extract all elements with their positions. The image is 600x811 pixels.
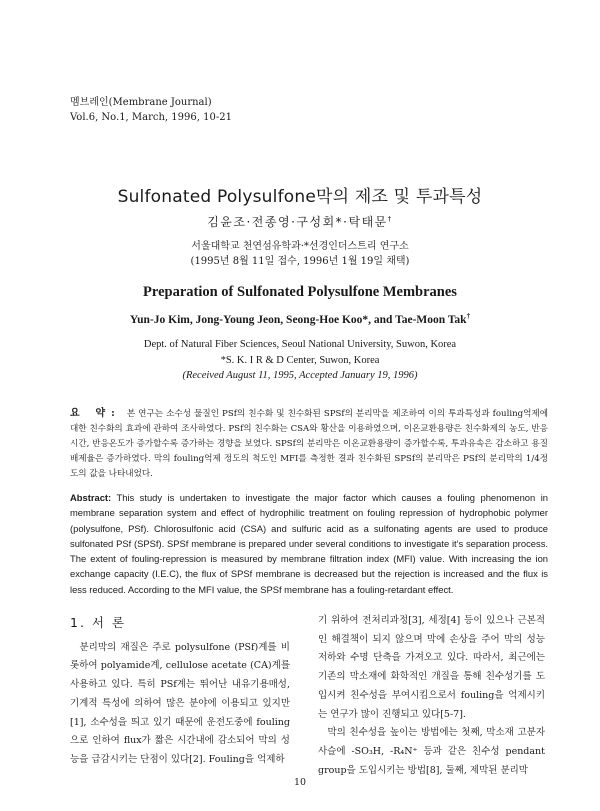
corresponding-mark: †	[387, 215, 393, 223]
english-abstract	[70, 490, 548, 597]
korean-dates: (1995년 8월 11일 접수, 1996년 1월 19일 채택)	[190, 256, 410, 267]
korean-abstract	[70, 406, 548, 482]
korean-abstract-text: 본 연구는 소수성 물질인 PSf의 친수화 및 친수화된 SPSf의 분리막을 제조하여 이의 투과특성과 fouling억제에 대한 친수화의 효과에 관하여 조사하였다. PSf의 친수화는 CSA와 황산을 이용하였으며, 이온교환용량은 친수화제의 농도, 반응시간, 반응온도가 증가할수록 증가하는 경향을 보였다. SPSf의 분리막은 이온교환용량이 증가할수록, 투과유속은 감소하고 용질배제율은 증가하였다. 막의 fouling억제 정도의 척도인 MFI를 측정한 결과 친수화된 SPSf의 분리막은 PSf의 분리막의 1/4정도의 값을 나타내었다.	[70, 409, 549, 479]
section-heading: 1. 서 론	[70, 615, 127, 630]
korean-affiliation: 서울대학교 천연섬유학과·*선경인더스트리 연구소	[191, 241, 409, 252]
english-abstract-text: This study is undertaken to investigate the major factor which causes a fouling phenomenon in membrane separation system and effect of hydrophilic treatment on fouling repression of hydrophobic polymer (polysulfone, PSf). Chlorosulfonic acid (CSA) and sulfuric acid as a sulfonating agents are used to produce sulfonated PSf (SPSf). SPSf membrane is prepared under several conditions to investigate it's separation process. The extent of fouling-repression is measured by membrane filtration index (MFI) value. With increasing the ion exchange capacity (I.E.C), the flux of SPSf membrane is decreased but the rejection is increased and the flux is less reduced. According to the MFI value, the SPSf membrane has a fouling-retardant effect.	[70, 492, 549, 595]
english-affiliation-1: Dept. of Natural Fiber Sciences, Seoul National University, Suwon, Korea	[143, 339, 457, 350]
english-authors	[0, 312, 600, 326]
korean-authors	[0, 213, 600, 230]
korean-abstract-label: 요 약:	[70, 408, 121, 419]
english-affiliation-2: *S. K. I R & D Center, Suwon, Korea	[220, 354, 380, 366]
intro-paragraph-1: 분리막의 재질은 주로 polysulfone (PSf)계를 비롯하여 polyamide계, cellulose acetate (CA)계를 사용하고 있다. 특히 PSf계는 뛰어난 내유기용매성, 기계적 특성에 의하여 많은 분야에 이용되고 있지만 [1], 소수성을 띄고 있기 때문에 운전도중에 fouling으로 인하여 flux가 짧은 시간내에 감소되어 막의 성능을 급감시키는 단점이 있다[2]. Fouling을 억제하	[70, 641, 290, 765]
journal-issue: Vol.6, No.1, March, 1996, 10-21	[70, 112, 232, 123]
english-abstract-label: Abstract:	[70, 492, 112, 503]
journal-header	[70, 95, 232, 125]
body-column-right	[318, 612, 545, 780]
page-number: 10	[293, 777, 307, 788]
journal-name: 멤브레인(Membrane Journal)	[70, 97, 212, 108]
english-affiliation-block	[0, 337, 600, 384]
body-column-left	[70, 614, 290, 770]
korean-author-names: 김윤조·전종영·구성회*·탁태문	[207, 215, 388, 229]
korean-title: Sulfonated Polysulfone막의 제조 및 투과특성	[117, 187, 483, 207]
english-author-names: Yun-Jo Kim, Jong-Young Jeon, Seong-Hoe Koo*, and Tae-Moon Tak	[129, 313, 467, 326]
korean-affiliation-block	[0, 239, 600, 269]
intro-paragraph-1-continued: 기 위하여 전처리과정[3], 세정[4] 등이 있으나 근본적인 해결책이 되지 않으며 막에 손상을 주어 막의 성능 저하와 수명 단축을 가져오고 있다. 따라서, 최근에는 기존의 막소재에 화학적인 개질을 통해 친수성기를 도입시켜 친수성을 부여시킴으로서 fouling을 억제시키는 연구가 많이 진행되고 있다[5-7].	[318, 615, 545, 720]
english-dates: (Received August 11, 1995, Accepted January 19, 1996)	[182, 370, 418, 381]
intro-paragraph-2: 막의 친수성을 높이는 방법에는 첫째, 막소재 고분자 사슬에 -SO₃H, -R₄N⁺ 등과 같은 친수성 pendant group을 도입시키는 방법[8], 둘째, 제막된 분리막	[318, 727, 545, 776]
english-corresponding-mark: †	[466, 312, 471, 320]
english-title: Preparation of Sulfonated Polysulfone Membranes	[143, 284, 457, 300]
